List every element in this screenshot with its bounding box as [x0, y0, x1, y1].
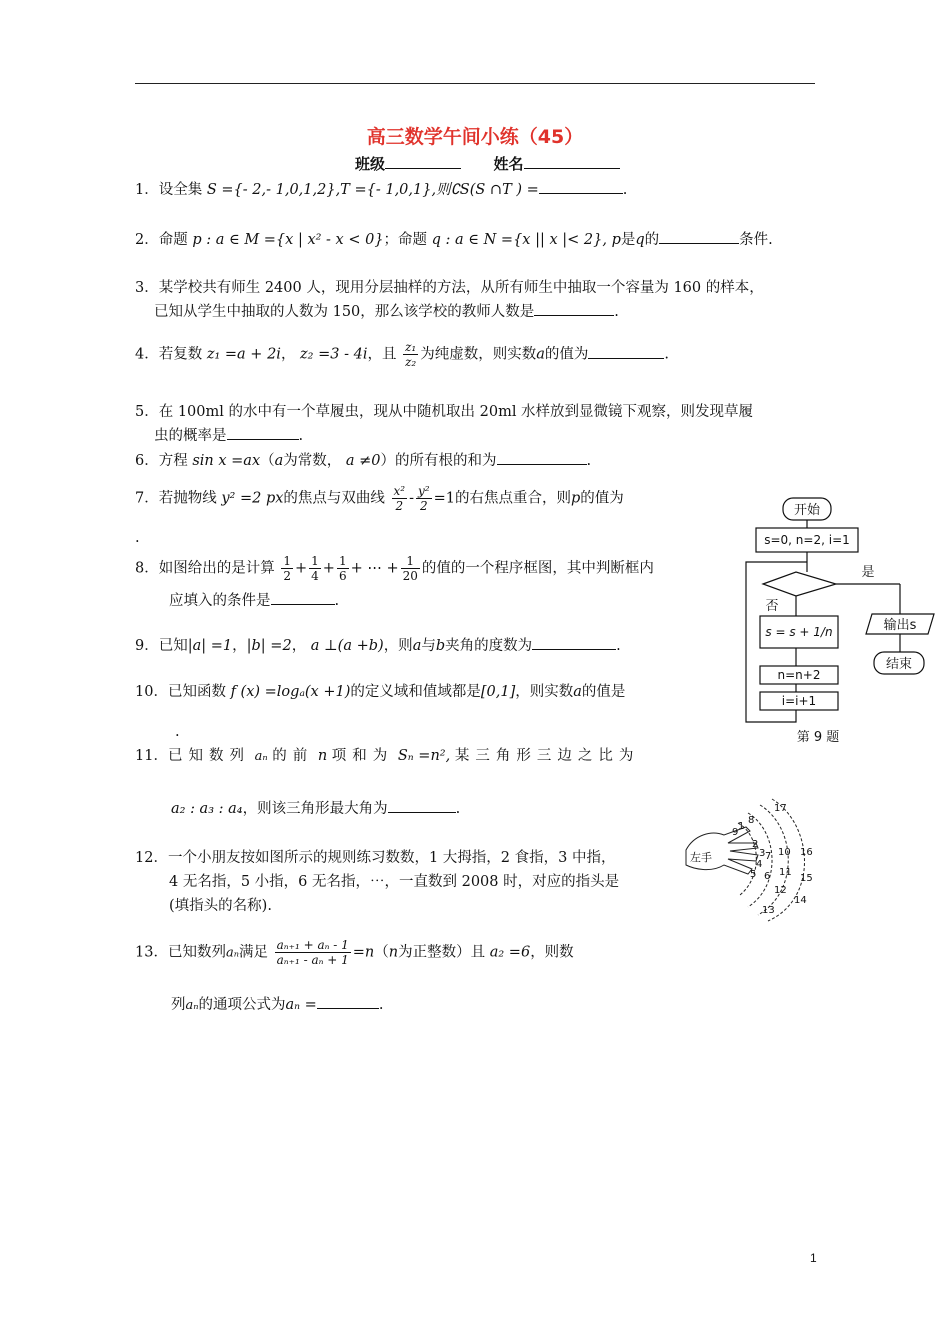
- question-7: [135, 484, 624, 546]
- count-number: 7: [765, 851, 772, 862]
- q-text: 设全集: [158, 182, 203, 198]
- q-text: （: [374, 944, 389, 961]
- fraction: $\frac{1}{2}$: [283, 554, 291, 583]
- count-number: 5: [750, 869, 757, 880]
- q-math: sin x =ax: [192, 453, 261, 469]
- count-number: 6: [764, 871, 771, 882]
- page-number: 1: [810, 1251, 817, 1265]
- answer-blank[interactable]: [497, 450, 587, 465]
- q-math: S ={- 2,- 1,0,1,2},T ={- 1,0,1},则∁S(S ∩T ) =: [206, 182, 539, 198]
- q-op: +: [294, 560, 308, 577]
- q-num: 11．: [135, 748, 168, 764]
- q-text: 方程: [158, 453, 188, 469]
- question-4: [135, 340, 669, 369]
- q-math: aₙ: [185, 998, 199, 1013]
- q-text: 满足: [238, 944, 268, 961]
- q-math: a: [412, 638, 422, 654]
- q-text: 的值为: [544, 346, 589, 363]
- q-text: 的前: [272, 748, 314, 764]
- class-name-line: [355, 153, 620, 174]
- q-text: 为正整数）且: [398, 944, 486, 961]
- q-end: .: [614, 304, 619, 320]
- answer-blank[interactable]: [317, 994, 379, 1009]
- q-line: 4 无名指，5 小指，6 无名指，⋯，一直数到 2008 时，对应的指头是: [169, 874, 620, 890]
- fraction: $\frac{\text{x²}}{2}$: [393, 484, 406, 513]
- q-line: 已知从学生中抽取的人数为 150，那么该学校的教师人数是: [154, 304, 535, 320]
- answer-blank[interactable]: [532, 635, 616, 650]
- hand-label: 左手: [690, 851, 712, 864]
- count-number: 10: [778, 847, 791, 858]
- q-math: a₂ =6: [489, 944, 531, 961]
- q-text: 若抛物线: [158, 490, 217, 507]
- q-end: .: [586, 453, 592, 469]
- fraction: $\frac{\text{y²}}{2}$: [418, 484, 430, 513]
- q-text: 的值为: [580, 490, 624, 507]
- q-text: 的值的一个程序框图，其中判断框内: [421, 560, 654, 577]
- q-text: 的值是: [581, 684, 626, 700]
- answer-blank[interactable]: [271, 590, 335, 605]
- arc-line: [758, 805, 788, 915]
- count-number: 15: [800, 873, 813, 884]
- q-line: 5．在 100ml 的水中有一个草履虫，现从中随机取出 20ml 水样放到显微镜下观察，则发现草履: [135, 404, 754, 420]
- q-num: 1．: [135, 182, 159, 198]
- q-text: 为纯虚数，则实数: [420, 346, 537, 363]
- question-10: [135, 680, 626, 740]
- flow-step-n-label: n=n+2: [777, 668, 821, 682]
- q-text: 已知函数: [167, 684, 226, 700]
- flow-update-label: s = s + 1/n: [765, 625, 833, 639]
- fraction: $\frac{\text{aₙ₊₁ + aₙ - 1}}{\text{aₙ₊₁ - aₙ + 1}}$: [276, 938, 349, 967]
- q-text: 若复数: [158, 346, 203, 363]
- q-math: aₙ =: [285, 997, 317, 1013]
- count-number: 4: [756, 859, 763, 870]
- q-math: p: [570, 490, 581, 507]
- question-1: [135, 178, 627, 202]
- flow-step-i-label: i=i+1: [781, 694, 817, 708]
- question-11: [135, 744, 639, 821]
- q-math: aₙ: [254, 749, 268, 764]
- q-text: 的定义域和值域都是: [350, 684, 481, 700]
- q-math: n: [317, 748, 328, 764]
- q-line: (填指头的名称).: [169, 898, 272, 914]
- question-13: [135, 938, 574, 1018]
- flow-init-label: s=0, n=2, i=1: [764, 533, 850, 547]
- q-text: 与: [421, 638, 436, 654]
- q-num: 4．: [135, 346, 159, 363]
- q-num: 10．: [135, 684, 168, 700]
- q-num: 13．: [135, 944, 168, 961]
- q-end: .: [664, 346, 669, 363]
- q-text: 如图给出的是计算: [158, 560, 275, 577]
- count-number: 16: [800, 847, 813, 858]
- q-sep: ，: [232, 638, 247, 654]
- question-2: [135, 228, 773, 252]
- count-number: 17: [774, 803, 787, 814]
- q-op: + ⋯ +: [350, 560, 399, 577]
- q-text: 已知数列: [167, 944, 226, 961]
- q-end: .: [378, 997, 384, 1013]
- q-math: =n: [352, 944, 375, 961]
- q-math: z₁ =a + 2i: [206, 346, 281, 363]
- count-number: 13: [762, 905, 775, 916]
- q-num: 6．: [135, 453, 159, 469]
- q-math: b: [435, 638, 446, 654]
- count-number: 9: [732, 827, 739, 838]
- q-num: 8．: [135, 560, 159, 577]
- question-12: [135, 846, 619, 918]
- q-math: |b| =2: [246, 638, 292, 654]
- flowchart-figure: [738, 494, 943, 750]
- fraction: $\frac{1}{4}$: [311, 554, 319, 583]
- answer-blank[interactable]: [659, 229, 739, 244]
- q-math: a: [274, 453, 284, 469]
- q-end: 条件.: [739, 232, 773, 248]
- q-math: a ≠0: [345, 453, 381, 469]
- fraction: $\frac{1}{6}$: [338, 554, 347, 583]
- count-number: 1: [738, 821, 745, 832]
- fraction: $\frac{1}{20}$: [402, 554, 418, 583]
- q-text: 的通项公式为: [198, 997, 286, 1013]
- q-math: p : a ∈ M ={x | x² - x < 0}: [192, 232, 384, 248]
- q-text: ，则数: [530, 944, 574, 961]
- q-op: -: [409, 490, 414, 507]
- q-text: ）的所有根的和为: [380, 453, 497, 469]
- q-num: 2．: [135, 232, 159, 248]
- q-text: 是: [620, 232, 636, 248]
- question-9: [135, 634, 621, 658]
- flow-start-label: 开始: [793, 503, 821, 518]
- q-end: .: [616, 638, 621, 654]
- q-math: |a| =1: [187, 638, 233, 654]
- q-math: q: [635, 232, 645, 248]
- flow-no-label: 否: [765, 599, 779, 614]
- q-text: ，则实数: [515, 684, 574, 700]
- q-math: a ⊥(a +b): [310, 638, 384, 654]
- q-text: ，且: [367, 346, 397, 363]
- q-text: 已知数列: [167, 748, 250, 764]
- q-end: .: [622, 182, 628, 198]
- answer-blank[interactable]: [388, 798, 456, 813]
- q-end: .: [175, 724, 180, 740]
- count-number: 8: [748, 815, 755, 826]
- class-blank[interactable]: [385, 154, 461, 169]
- q-sep: ，: [280, 346, 296, 363]
- q-math: f (x) =logₐ(x +1): [230, 684, 351, 700]
- count-number: 3: [759, 848, 766, 859]
- count-number: 11: [779, 867, 792, 878]
- q-text: ，则: [383, 638, 413, 654]
- count-number: 2: [752, 839, 759, 850]
- q-math: [0,1]: [480, 684, 516, 700]
- answer-blank[interactable]: [588, 344, 664, 359]
- q-line: 应填入的条件是: [169, 593, 271, 609]
- count-number: 14: [794, 895, 807, 906]
- question-3: [135, 276, 764, 324]
- q-line: 虫的概率是: [154, 428, 227, 444]
- q-math: q : a ∈ N ={x || x |< 2},: [431, 232, 607, 248]
- q-math: y² =2 px: [221, 490, 284, 507]
- page-title: 高三数学午间小练（45）: [366, 126, 584, 148]
- header-rule: [135, 83, 815, 84]
- q-text: 的焦点与双曲线: [283, 490, 385, 507]
- q-math: a: [573, 684, 582, 700]
- q-math: p: [611, 232, 621, 248]
- q-text: ；命题: [383, 232, 428, 248]
- name-blank[interactable]: [524, 154, 620, 169]
- q-text: ，则该三角形最大角为: [242, 801, 388, 817]
- q-end: .: [135, 530, 140, 546]
- q-text: 列: [171, 997, 186, 1013]
- q-math: a₂ : a₃ : a₄: [171, 801, 243, 817]
- flow-decision-diamond: [763, 572, 836, 596]
- q-math: z₂ =3 - 4i: [300, 346, 368, 363]
- count-number: 12: [774, 885, 787, 896]
- q-text: 为常数，: [283, 453, 342, 469]
- q-text: 的: [644, 232, 660, 248]
- q-text: （: [260, 453, 275, 469]
- q-line: 3．某学校共有师生 2400 人，现用分层抽样的方法，从所有师生中抽取一个容量为 160 的样本，: [135, 280, 764, 296]
- class-label: 班级: [355, 155, 386, 173]
- flow-end-label: 结束: [885, 657, 913, 672]
- question-6: [135, 449, 591, 473]
- q-text: 命题: [158, 232, 188, 248]
- q-op: =1: [433, 490, 455, 507]
- arc-line: [738, 823, 759, 895]
- q-op: +: [322, 560, 335, 577]
- q-end: .: [455, 801, 461, 817]
- q-math: Sₙ =n²,: [397, 748, 451, 764]
- q-text: 夹角的度数为: [445, 638, 533, 654]
- flow-caption: 第 9 题: [796, 730, 840, 745]
- answer-blank[interactable]: [534, 301, 614, 316]
- q-text: 已知: [158, 638, 188, 654]
- hand-counting-figure: [676, 795, 826, 925]
- q-sep: ，: [291, 638, 307, 654]
- q-end: .: [334, 593, 340, 609]
- question-5: [135, 400, 753, 448]
- name-label: 姓名: [493, 155, 524, 173]
- q-text: 项和为: [331, 748, 394, 764]
- flow-yes-label: 是: [861, 565, 875, 580]
- q-num: 7．: [135, 490, 159, 507]
- q-end: .: [298, 428, 304, 444]
- answer-blank[interactable]: [227, 425, 299, 440]
- question-8: [135, 554, 654, 613]
- q-line: 12．一个小朋友按如图所示的规则练习数数，1 大拇指，2 食指，3 中指，: [135, 850, 616, 866]
- flow-output-label: 输出s: [883, 618, 917, 633]
- q-num: 9．: [135, 638, 159, 654]
- q-math: aₙ: [225, 945, 239, 961]
- q-text: 的右焦点重合，则: [454, 490, 571, 507]
- fraction: $\frac{\text{z₁}}{\text{z₂}}$: [405, 340, 417, 369]
- q-math: a: [536, 346, 545, 363]
- q-math: n: [388, 944, 399, 961]
- answer-blank[interactable]: [539, 179, 623, 194]
- q-text: 某三角形三边之比为: [454, 748, 640, 764]
